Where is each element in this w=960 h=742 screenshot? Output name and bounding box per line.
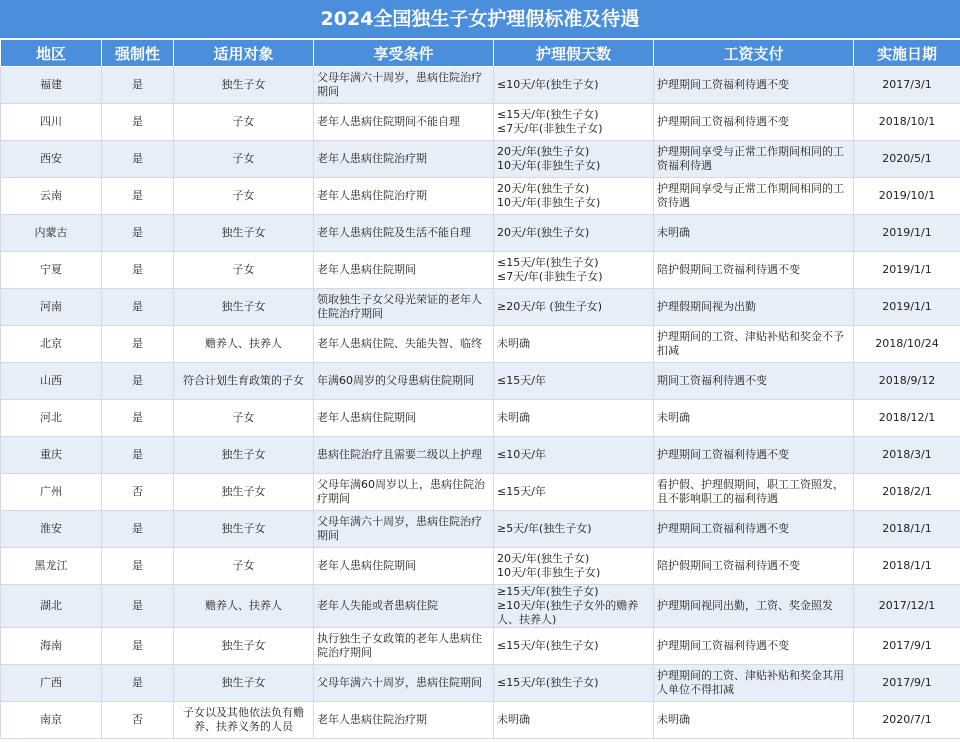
- cell-condition: 老年人患病住院期间: [314, 252, 494, 289]
- cell-region: 西安: [1, 141, 102, 178]
- cell-region: 广州: [1, 474, 102, 511]
- cell-region: 北京: [1, 326, 102, 363]
- cell-target: 独生子女: [174, 67, 314, 104]
- cell-condition: 父母年满六十周岁，患病住院治疗期间: [314, 511, 494, 548]
- cell-mandatory: 是: [102, 67, 174, 104]
- cell-date: 2018/1/1: [854, 548, 960, 585]
- header-region: 地区: [1, 40, 102, 67]
- cell-region: 黑龙江: [1, 548, 102, 585]
- cell-date: 2017/9/1: [854, 628, 960, 665]
- cell-date: 2017/3/1: [854, 67, 960, 104]
- table-row: [1, 702, 960, 739]
- cell-pay: 陪护假期间工资福利待遇不变: [654, 252, 854, 289]
- cell-mandatory: 是: [102, 585, 174, 628]
- cell-date: 2020/7/1: [854, 702, 960, 739]
- cell-date: 2018/1/1: [854, 511, 960, 548]
- table-row: [1, 585, 960, 628]
- cell-mandatory: 是: [102, 215, 174, 252]
- cell-pay: 护理期间工资福利待遇不变: [654, 67, 854, 104]
- cell-target: 独生子女: [174, 437, 314, 474]
- cell-mandatory: 否: [102, 702, 174, 739]
- cell-days: ≥15天/年(独生子女) ≥10天/年(独生子女外的赡养人、扶养人): [494, 585, 654, 628]
- cell-region: 南京: [1, 702, 102, 739]
- table-row: [1, 289, 960, 326]
- cell-date: 2018/2/1: [854, 474, 960, 511]
- table-row: [1, 363, 960, 400]
- cell-region: 宁夏: [1, 252, 102, 289]
- cell-region: 湖北: [1, 585, 102, 628]
- cell-condition: 老年人患病住院及生活不能自理: [314, 215, 494, 252]
- table-row: [1, 252, 960, 289]
- cell-target: 独生子女: [174, 665, 314, 702]
- cell-days: ≤10天/年: [494, 437, 654, 474]
- cell-target: 子女: [174, 252, 314, 289]
- cell-mandatory: 是: [102, 326, 174, 363]
- cell-region: 广西: [1, 665, 102, 702]
- cell-region: 山西: [1, 363, 102, 400]
- cell-days: 20天/年(独生子女) 10天/年(非独生子女): [494, 178, 654, 215]
- cell-date: 2018/9/12: [854, 363, 960, 400]
- cell-days: 20天/年(独生子女) 10天/年(非独生子女): [494, 141, 654, 178]
- cell-days: ≤15天/年(独生子女) ≤7天/年(非独生子女): [494, 252, 654, 289]
- cell-condition: 老年人患病住院治疗期: [314, 141, 494, 178]
- cell-condition: 老年人患病住院期间: [314, 548, 494, 585]
- cell-date: 2019/1/1: [854, 289, 960, 326]
- cell-pay: 护理期间享受与正常工作期间相同的工资福利待遇: [654, 141, 854, 178]
- cell-days: ≥5天/年(独生子女): [494, 511, 654, 548]
- cell-mandatory: 是: [102, 178, 174, 215]
- cell-days: 20天/年(独生子女) 10天/年(非独生子女): [494, 548, 654, 585]
- table-row: [1, 178, 960, 215]
- cell-date: 2020/5/1: [854, 141, 960, 178]
- table-row: [1, 67, 960, 104]
- table-row: [1, 326, 960, 363]
- table-row: [1, 104, 960, 141]
- policy-table: [0, 39, 960, 739]
- cell-pay: 护理期间工资福利待遇不变: [654, 437, 854, 474]
- cell-condition: 领取独生子女父母光荣证的老年人住院治疗期间: [314, 289, 494, 326]
- cell-mandatory: 是: [102, 511, 174, 548]
- header-mandatory: 强制性: [102, 40, 174, 67]
- cell-date: 2017/12/1: [854, 585, 960, 628]
- cell-days: 未明确: [494, 702, 654, 739]
- cell-condition: 执行独生子女政策的老年人患病住院治疗期间: [314, 628, 494, 665]
- table-row: [1, 665, 960, 702]
- cell-pay: 护理期间工资福利待遇不变: [654, 104, 854, 141]
- cell-region: 河北: [1, 400, 102, 437]
- cell-days: ≥20天/年 (独生子女): [494, 289, 654, 326]
- table-row: [1, 548, 960, 585]
- cell-pay: 看护假、护理假期间，职工工资照发，且不影响职工的福利待遇: [654, 474, 854, 511]
- table-row: [1, 474, 960, 511]
- header-date: 实施日期: [854, 40, 960, 67]
- cell-mandatory: 是: [102, 141, 174, 178]
- cell-pay: 护理期间的工资、津贴补贴和奖金不予扣减: [654, 326, 854, 363]
- cell-target: 独生子女: [174, 628, 314, 665]
- cell-pay: 护理期间的工资、津贴补贴和奖金其用人单位不得扣减: [654, 665, 854, 702]
- table-body: [1, 67, 960, 739]
- header-days: 护理假天数: [494, 40, 654, 67]
- cell-region: 四川: [1, 104, 102, 141]
- table-row: [1, 511, 960, 548]
- cell-mandatory: 是: [102, 363, 174, 400]
- cell-mandatory: 是: [102, 400, 174, 437]
- cell-date: 2019/10/1: [854, 178, 960, 215]
- cell-date: 2017/9/1: [854, 665, 960, 702]
- cell-condition: 老年人患病住院期间: [314, 400, 494, 437]
- cell-target: 独生子女: [174, 215, 314, 252]
- cell-pay: 护理假期间视为出勤: [654, 289, 854, 326]
- cell-target: 赡养人、扶养人: [174, 326, 314, 363]
- cell-days: 未明确: [494, 326, 654, 363]
- page-title: 2024全国独生子女护理假标准及待遇: [0, 0, 960, 39]
- cell-days: 未明确: [494, 400, 654, 437]
- cell-date: 2018/10/1: [854, 104, 960, 141]
- cell-pay: 陪护假期间工资福利待遇不变: [654, 548, 854, 585]
- cell-mandatory: 否: [102, 474, 174, 511]
- cell-target: 赡养人、扶养人: [174, 585, 314, 628]
- cell-target: 子女: [174, 178, 314, 215]
- cell-date: 2019/1/1: [854, 215, 960, 252]
- cell-condition: 父母年满六十周岁，患病住院治疗期间: [314, 67, 494, 104]
- cell-mandatory: 是: [102, 289, 174, 326]
- cell-days: ≤15天/年(独生子女): [494, 628, 654, 665]
- cell-date: 2019/1/1: [854, 252, 960, 289]
- cell-region: 海南: [1, 628, 102, 665]
- cell-pay: 护理期间工资福利待遇不变: [654, 511, 854, 548]
- table-header-row: [1, 40, 960, 67]
- cell-condition: 老年人患病住院、失能失智、临终: [314, 326, 494, 363]
- cell-condition: 父母年满六十周岁，患病住院期间: [314, 665, 494, 702]
- cell-region: 福建: [1, 67, 102, 104]
- cell-pay: 护理期间视同出勤，工资、奖金照发: [654, 585, 854, 628]
- cell-pay: 未明确: [654, 215, 854, 252]
- cell-mandatory: 是: [102, 252, 174, 289]
- cell-condition: 老年人患病住院治疗期: [314, 178, 494, 215]
- cell-days: ≤15天/年: [494, 363, 654, 400]
- cell-target: 符合计划生育政策的子女: [174, 363, 314, 400]
- cell-condition: 老年人失能或者患病住院: [314, 585, 494, 628]
- cell-target: 子女: [174, 104, 314, 141]
- cell-pay: 未明确: [654, 702, 854, 739]
- cell-date: 2018/10/24: [854, 326, 960, 363]
- cell-region: 淮安: [1, 511, 102, 548]
- cell-condition: 老年人患病住院治疗期: [314, 702, 494, 739]
- header-target: 适用对象: [174, 40, 314, 67]
- header-condition: 享受条件: [314, 40, 494, 67]
- cell-days: ≤15天/年: [494, 474, 654, 511]
- cell-target: 独生子女: [174, 289, 314, 326]
- cell-condition: 患病住院治疗且需要二级以上护理: [314, 437, 494, 474]
- cell-region: 内蒙古: [1, 215, 102, 252]
- cell-condition: 父母年满60周岁以上，患病住院治疗期间: [314, 474, 494, 511]
- cell-condition: 年满60周岁的父母患病住院期间: [314, 363, 494, 400]
- cell-days: 20天/年(独生子女): [494, 215, 654, 252]
- cell-pay: 护理期间工资福利待遇不变: [654, 628, 854, 665]
- cell-days: ≤10天/年(独生子女): [494, 67, 654, 104]
- cell-target: 子女: [174, 548, 314, 585]
- table-row: [1, 437, 960, 474]
- cell-pay: 未明确: [654, 400, 854, 437]
- cell-date: 2018/12/1: [854, 400, 960, 437]
- cell-days: ≤15天/年(独生子女) ≤7天/年(非独生子女): [494, 104, 654, 141]
- cell-mandatory: 是: [102, 628, 174, 665]
- table-row: [1, 215, 960, 252]
- cell-region: 重庆: [1, 437, 102, 474]
- cell-mandatory: 是: [102, 665, 174, 702]
- cell-region: 云南: [1, 178, 102, 215]
- header-pay: 工资支付: [654, 40, 854, 67]
- table-row: [1, 400, 960, 437]
- cell-mandatory: 是: [102, 437, 174, 474]
- table-row: [1, 141, 960, 178]
- cell-pay: 期间工资福利待遇不变: [654, 363, 854, 400]
- cell-target: 独生子女: [174, 474, 314, 511]
- cell-days: ≤15天/年(独生子女): [494, 665, 654, 702]
- cell-target: 子女以及其他依法负有赡养、扶养义务的人员: [174, 702, 314, 739]
- cell-target: 子女: [174, 400, 314, 437]
- cell-target: 子女: [174, 141, 314, 178]
- cell-pay: 护理期间享受与正常工作期间相同的工资待遇: [654, 178, 854, 215]
- cell-mandatory: 是: [102, 104, 174, 141]
- cell-target: 独生子女: [174, 511, 314, 548]
- cell-region: 河南: [1, 289, 102, 326]
- cell-condition: 老年人患病住院期间不能自理: [314, 104, 494, 141]
- cell-mandatory: 是: [102, 548, 174, 585]
- cell-date: 2018/3/1: [854, 437, 960, 474]
- table-row: [1, 628, 960, 665]
